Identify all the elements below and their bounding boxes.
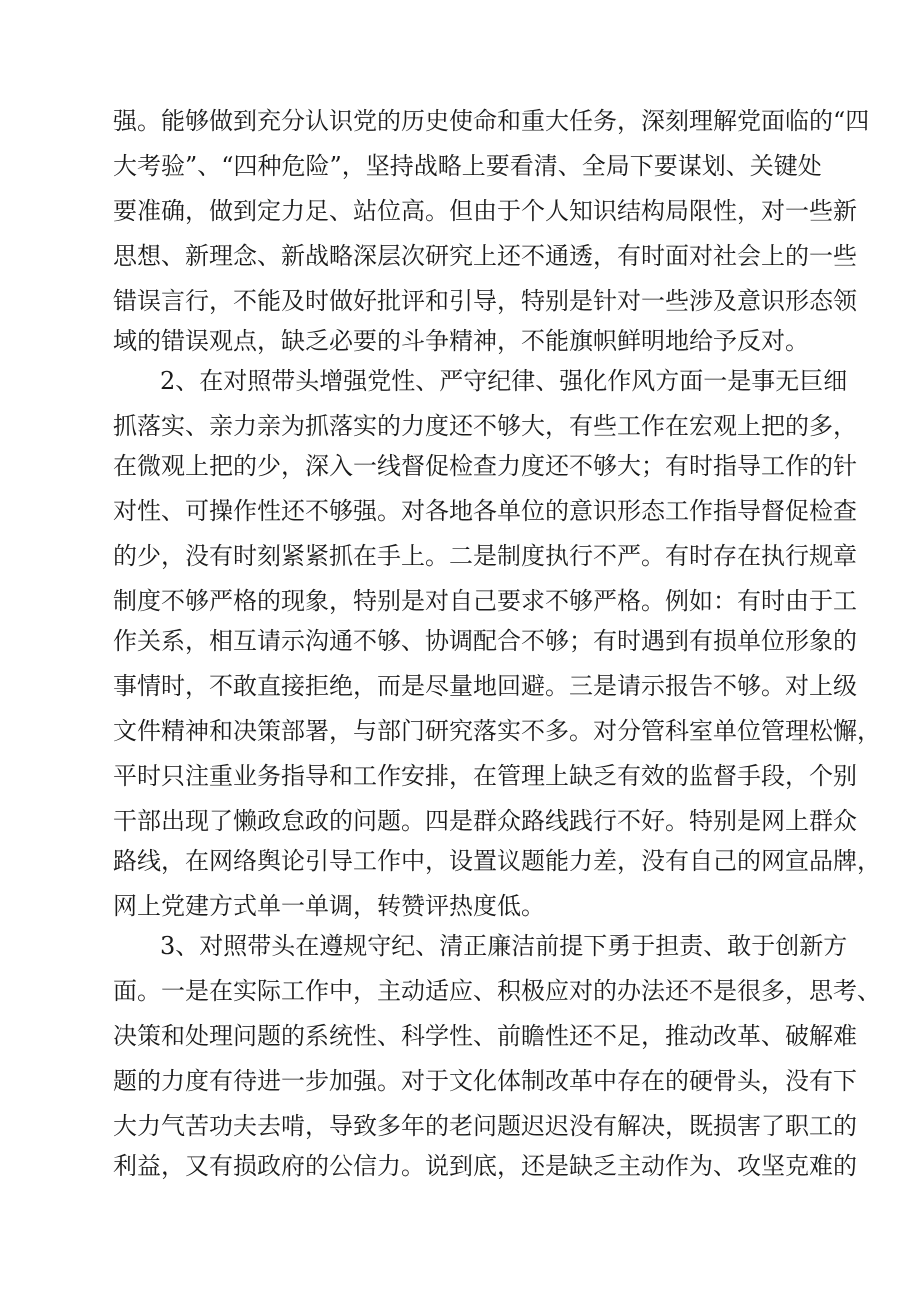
text-line: 大考验”、“四种危险”，坚持战略上要看清、全局下要谋划、关键处 [113,152,822,180]
text-line: 强。能够做到充分认识党的历史使命和重大任务，深刻理解党面临的“四 [113,107,870,135]
text-line: 在微观上把的少，深入一线督促检查力度还不够大；有时指导工作的针 [113,452,857,480]
text-line: 平时只注重业务指导和工作安排，在管理上缺乏有效的监督手段，个别 [113,762,857,790]
text-line: 决策和处理问题的系统性、科学性、前瞻性还不足，推动改革、破解难 [113,1022,857,1050]
text-line: 文件精神和决策部署，与部门研究落实不多。对分管科室单位管理松懈， [113,717,881,745]
text-line: 抓落实、亲力亲为抓落实的力度还不够大，有些工作在宏观上把的多， [113,412,857,440]
text-line: 路线，在网络舆论引导工作中，设置议题能力差，没有自己的网宣品牌， [113,847,881,875]
text-line: 题的力度有待进一步加强。对于文化体制改革中存在的硬骨头，没有下 [113,1067,857,1095]
text-line: 思想、新理念、新战略深层次研究上还不通透，有时面对社会上的一些 [113,242,857,270]
text-line: 作关系，相互请示沟通不够、协调配合不够；有时遇到有损单位形象的 [113,627,857,655]
text-line: 要准确，做到定力足、站位高。但由于个人知识结构局限性，对一些新 [113,197,857,225]
text-line: 域的错误观点，缺乏必要的斗争精神，不能旗帜鲜明地给予反对。 [113,327,809,355]
text-line: 事情时，不敢直接拒绝，而是尽量地回避。三是请示报告不够。对上级 [113,672,857,700]
text-line: 面。一是在实际工作中，主动适应、积极应对的办法还不是很多，思考、 [113,977,881,1005]
paragraph-3-first-line: 3、对照带头在遵规守纪、清正廉洁前提下勇于担责、敢于创新方 [160,932,848,960]
text-line: 利益，又有损政府的公信力。说到底，还是缺乏主动作为、攻坚克难的 [113,1152,857,1180]
paragraph-2-first-line: 2、在对照带头增强党性、严守纪律、强化作风方面一是事无巨细 [160,367,848,395]
text-line: 干部出现了懒政怠政的问题。四是群众路线践行不好。特别是网上群众 [113,807,857,835]
text-line: 大力气苦功夫去啃，导致多年的老问题迟迟没有解决，既损害了职工的 [113,1112,857,1140]
text-line: 制度不够严格的现象，特别是对自己要求不够严格。例如：有时由于工 [113,587,857,615]
text-line: 的少，没有时刻紧紧抓在手上。二是制度执行不严。有时存在执行规章 [113,542,857,570]
text-line: 对性、可操作性还不够强。对各地各单位的意识形态工作指导督促检查 [113,497,857,525]
text-line: 网上党建方式单一单调，转赞评热度低。 [113,892,545,920]
text-line: 错误言行，不能及时做好批评和引导，特别是针对一些涉及意识形态领 [113,287,857,315]
